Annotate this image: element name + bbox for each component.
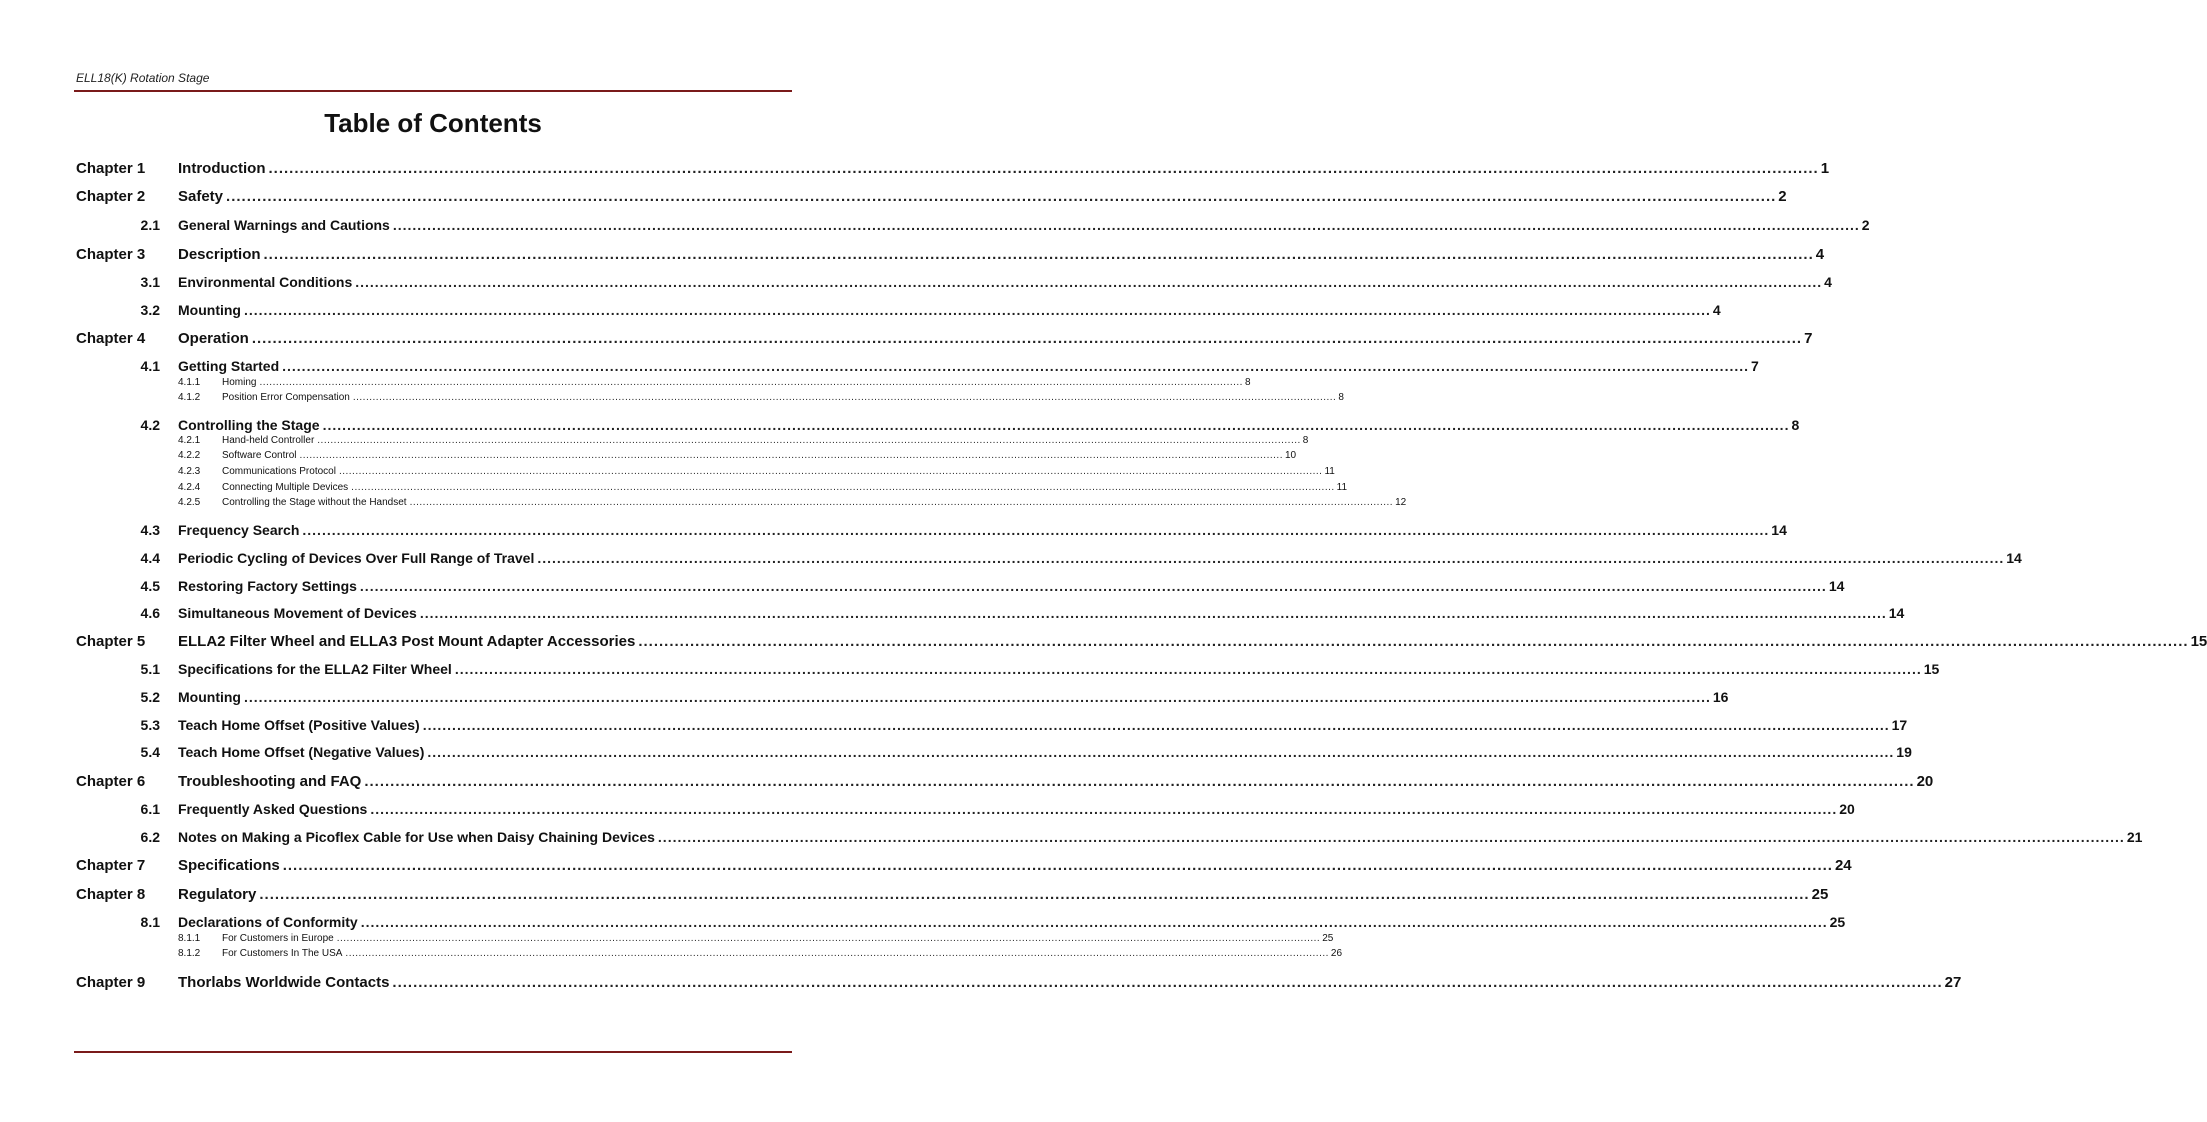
toc-dot-leader: ............................................................................................................................................................................................................................................................................................................ <box>322 417 1790 433</box>
toc-dot-leader: ............................................................................................................................................................................................................................................................................................................ <box>409 497 1394 508</box>
toc-entry-number: 5.4 <box>140 744 160 760</box>
toc-chapter-entry[interactable] <box>0 857 1852 877</box>
toc-dot-leader: ............................................................................................................................................................................................................................................................................................................ <box>259 377 1243 388</box>
toc-entry-number: 4.4 <box>140 550 160 566</box>
toc-dot-leader: ............................................................................................................................................................................................................................................................................................................ <box>352 392 1337 403</box>
toc-chapter-entry[interactable] <box>0 330 1813 350</box>
toc-entry-title: Operation <box>178 330 249 347</box>
toc-entry-number: 4.1 <box>140 358 160 374</box>
toc-entry-number: 4.5 <box>140 578 160 594</box>
toc-dot-leader: ............................................................................................................................................................................................................................................................................................................ <box>282 857 1833 874</box>
toc-dot-leader: ............................................................................................................................................................................................................................................................................................................ <box>243 302 1711 318</box>
toc-entry-number: Chapter 1 <box>76 160 146 177</box>
toc-entry-number: 4.6 <box>140 605 160 621</box>
toc-chapter-entry[interactable] <box>0 886 1829 906</box>
toc-page-number: 12 <box>1395 497 1407 508</box>
toc-dot-leader: ............................................................................................................................................................................................................................................................................................................ <box>338 466 1323 477</box>
toc-entry-title: Position Error Compensation <box>222 392 350 403</box>
toc-page-number: 14 <box>1771 522 1787 538</box>
toc-page-number: 4 <box>1712 302 1721 318</box>
toc-dot-leader: ............................................................................................................................................................................................................................................................................................................ <box>226 188 1777 205</box>
toc-subsection-entry[interactable] <box>0 482 1348 495</box>
toc-section-entry[interactable] <box>0 661 1940 679</box>
toc-entry-title: Regulatory <box>178 886 257 903</box>
toc-subsection-entry[interactable] <box>0 435 1309 448</box>
toc-entry-number: 2.1 <box>140 217 160 233</box>
toc-entry-title: Periodic Cycling of Devices Over Full Range of Travel <box>178 550 535 566</box>
toc-page-number: 20 <box>1839 801 1855 817</box>
toc-entry-number: Chapter 9 <box>76 974 146 991</box>
toc-page-number: 17 <box>1891 717 1908 733</box>
toc-dot-leader: ............................................................................................................................................................................................................................................................................................................ <box>392 974 1943 991</box>
toc-dot-leader: ............................................................................................................................................................................................................................................................................................................ <box>419 605 1887 621</box>
toc-page-number: 10 <box>1284 450 1297 461</box>
toc-dot-leader: ............................................................................................................................................................................................................................................................................................................ <box>336 933 1321 944</box>
toc-section-entry[interactable] <box>0 358 1759 376</box>
toc-entry-title: Software Control <box>222 450 297 461</box>
toc-entry-title: Controlling the Stage without the Handset <box>222 497 407 508</box>
toc-dot-leader: ............................................................................................................................................................................................................................................................................................................ <box>263 246 1814 263</box>
toc-page-number: 15 <box>1923 661 1940 677</box>
toc-entry-number: 8.1.2 <box>178 948 201 959</box>
toc-section-entry[interactable] <box>0 744 1912 762</box>
toc-entry-number: 6.2 <box>140 829 160 845</box>
toc-dot-leader: ............................................................................................................................................................................................................................................................................................................ <box>422 717 1890 733</box>
toc-dot-leader: ............................................................................................................................................................................................................................................................................................................ <box>355 274 1823 290</box>
toc-section-entry[interactable] <box>0 717 1908 735</box>
toc-entry-number: 5.1 <box>140 661 160 677</box>
toc-dot-leader: ............................................................................................................................................................................................................................................................................................................ <box>537 550 2005 566</box>
toc-entry-number: Chapter 4 <box>76 330 146 347</box>
toc-subsection-entry[interactable] <box>0 933 1334 946</box>
toc-entry-number: Chapter 3 <box>76 246 146 263</box>
toc-dot-leader: ............................................................................................................................................................................................................................................................................................................ <box>317 435 1301 446</box>
footer-rule <box>74 1051 792 1053</box>
toc-page-number: 11 <box>1336 482 1348 493</box>
toc-page-number: 7 <box>1804 330 1813 347</box>
toc-dot-leader: ............................................................................................................................................................................................................................................................................................................ <box>243 689 1711 705</box>
toc-chapter-entry[interactable] <box>0 246 1825 266</box>
toc-entry-title: Mounting <box>178 302 241 318</box>
toc-page-number: 25 <box>1829 914 1846 930</box>
toc-entry-number: 4.2.4 <box>178 482 201 493</box>
toc-page-number: 8 <box>1244 377 1251 388</box>
toc-section-entry[interactable] <box>0 417 1800 435</box>
toc-subsection-entry[interactable] <box>0 450 1297 463</box>
toc-section-entry[interactable] <box>0 550 2022 568</box>
toc-page-number: 24 <box>1834 857 1852 874</box>
toc-dot-leader: ............................................................................................................................................................................................................................................................................................................ <box>259 886 1810 903</box>
toc-entry-title: Connecting Multiple Devices <box>222 482 349 493</box>
toc-page-number: 21 <box>2126 829 2143 845</box>
toc-entry-title: Specifications <box>178 857 280 874</box>
toc-entry-number: Chapter 2 <box>76 188 146 205</box>
toc-dot-leader: ............................................................................................................................................................................................................................................................................................................ <box>638 633 2189 650</box>
toc-page-number: 4 <box>1824 274 1832 290</box>
toc-subsection-entry[interactable] <box>0 392 1344 405</box>
toc-entry-title: Hand-held Controller <box>222 435 315 446</box>
toc-entry-title: Mounting <box>178 689 241 705</box>
toc-entry-number: 5.2 <box>140 689 160 705</box>
toc-chapter-entry[interactable] <box>0 773 1934 793</box>
toc-entry-title: Description <box>178 246 261 263</box>
toc-entry-number: 6.1 <box>140 801 160 817</box>
toc-page-number: 7 <box>1751 358 1759 374</box>
toc-entry-number: 4.1.2 <box>178 392 201 403</box>
toc-dot-leader: ............................................................................................................................................................................................................................................................................................................ <box>282 358 1750 374</box>
header-rule <box>74 90 792 92</box>
toc-dot-leader: ............................................................................................................................................................................................................................................................................................................ <box>454 661 1922 677</box>
toc-page-number: 2 <box>1778 188 1787 205</box>
toc-entry-number: 4.2 <box>140 417 160 433</box>
toc-page-number: 25 <box>1811 886 1829 903</box>
toc-entry-title: For Customers in Europe <box>222 933 334 944</box>
toc-page-number: 25 <box>1322 933 1334 944</box>
toc-dot-leader: ............................................................................................................................................................................................................................................................................................................ <box>427 744 1895 760</box>
toc-page-number: 14 <box>2006 550 2022 566</box>
toc-entry-number: 3.1 <box>140 274 160 290</box>
toc-chapter-entry[interactable] <box>0 160 1830 180</box>
toc-entry-title: General Warnings and Cautions <box>178 217 390 233</box>
toc-entry-title: Declarations of Conformity <box>178 914 358 930</box>
toc-subsection-entry[interactable] <box>0 948 1343 961</box>
toc-entry-number: 4.3 <box>140 522 160 538</box>
toc-entry-number: 8.1.1 <box>178 933 201 944</box>
toc-entry-number: Chapter 7 <box>76 857 146 874</box>
toc-dot-leader: ............................................................................................................................................................................................................................................................................................................ <box>364 773 1915 790</box>
toc-section-entry[interactable] <box>0 689 1729 707</box>
toc-entry-title: Frequently Asked Questions <box>178 801 368 817</box>
toc-dot-leader: ............................................................................................................................................................................................................................................................................................................ <box>359 578 1827 594</box>
toc-subsection-entry[interactable] <box>0 466 1335 479</box>
toc-entry-title: Notes on Making a Picoflex Cable for Use when Daisy Chaining Devices <box>178 829 655 845</box>
toc-entry-number: 4.2.2 <box>178 450 201 461</box>
running-header: ELL18(K) Rotation Stage <box>76 71 210 85</box>
toc-subsection-entry[interactable] <box>0 377 1251 390</box>
toc-entry-title: Restoring Factory Settings <box>178 578 357 594</box>
toc-section-entry[interactable] <box>0 829 2143 847</box>
toc-entry-title: Safety <box>178 188 224 205</box>
toc-page-number: 20 <box>1916 773 1934 790</box>
toc-page-number: 14 <box>1888 605 1905 621</box>
toc-entry-title: Troubleshooting and FAQ <box>178 773 362 790</box>
page-title: Table of Contents <box>324 108 542 138</box>
toc-entry-number: 8.1 <box>140 914 160 930</box>
toc-section-entry[interactable] <box>0 605 1905 623</box>
toc-dot-leader: ............................................................................................................................................................................................................................................................................................................ <box>268 160 1819 177</box>
toc-entry-number: 4.2.1 <box>178 435 201 446</box>
toc-page-number: 19 <box>1896 744 1912 760</box>
toc-section-entry[interactable] <box>0 914 1846 932</box>
toc-dot-leader: ............................................................................................................................................................................................................................................................................................................ <box>370 801 1838 817</box>
toc-page-number: 8 <box>1791 417 1800 433</box>
toc-entry-title: Teach Home Offset (Negative Values) <box>178 744 425 760</box>
toc-entry-title: Frequency Search <box>178 522 300 538</box>
toc-section-entry[interactable] <box>0 302 1721 320</box>
toc-dot-leader: ............................................................................................................................................................................................................................................................................................................ <box>299 450 1283 461</box>
toc-entry-number: Chapter 5 <box>76 633 146 650</box>
toc-entry-title: For Customers In The USA <box>222 948 343 959</box>
toc-dot-leader: ............................................................................................................................................................................................................................................................................................................ <box>657 829 2125 845</box>
toc-entry-title: Introduction <box>178 160 266 177</box>
toc-page-number: 1 <box>1820 160 1830 177</box>
toc-entry-title: Controlling the Stage <box>178 417 320 433</box>
toc-page-number: 11 <box>1324 466 1335 477</box>
toc-chapter-entry[interactable] <box>0 974 1962 994</box>
toc-chapter-entry[interactable] <box>0 633 2207 653</box>
toc-page-number: 4 <box>1815 246 1825 263</box>
toc-page-number: 8 <box>1302 435 1309 446</box>
toc-page-number: 26 <box>1330 948 1343 959</box>
toc-page-number: 14 <box>1828 578 1845 594</box>
toc-section-entry[interactable] <box>0 217 1870 235</box>
toc-entry-title: Homing <box>222 377 257 388</box>
toc-entry-title: Specifications for the ELLA2 Filter Wheel <box>178 661 452 677</box>
toc-section-entry[interactable] <box>0 522 1787 540</box>
toc-dot-leader: ............................................................................................................................................................................................................................................................................................................ <box>251 330 1803 347</box>
toc-entry-number: 4.2.3 <box>178 466 201 477</box>
toc-section-entry[interactable] <box>0 801 1855 819</box>
toc-dot-leader: ............................................................................................................................................................................................................................................................................................................ <box>351 482 1335 493</box>
toc-section-entry[interactable] <box>0 578 1845 596</box>
toc-page-number: 27 <box>1944 974 1962 991</box>
toc-entry-title: Communications Protocol <box>222 466 336 477</box>
toc-entry-number: 4.2.5 <box>178 497 201 508</box>
toc-entry-number: 4.1.1 <box>178 377 201 388</box>
toc-dot-leader: ............................................................................................................................................................................................................................................................................................................ <box>345 948 1329 959</box>
toc-page-number: 2 <box>1861 217 1870 233</box>
toc-chapter-entry[interactable] <box>0 188 1787 208</box>
toc-dot-leader: ............................................................................................................................................................................................................................................................................................................ <box>302 522 1770 538</box>
toc-page-number: 8 <box>1338 392 1344 403</box>
toc-entry-title: Getting Started <box>178 358 280 374</box>
toc-dot-leader: ............................................................................................................................................................................................................................................................................................................ <box>360 914 1828 930</box>
toc-entry-number: 5.3 <box>140 717 160 733</box>
toc-entry-title: Teach Home Offset (Positive Values) <box>178 717 420 733</box>
toc-page-number: 16 <box>1712 689 1729 705</box>
toc-entry-number: 3.2 <box>140 302 160 318</box>
toc-entry-number: Chapter 8 <box>76 886 146 903</box>
toc-dot-leader: ............................................................................................................................................................................................................................................................................................................ <box>392 217 1860 233</box>
toc-entry-number: Chapter 6 <box>76 773 146 790</box>
toc-entry-title: Thorlabs Worldwide Contacts <box>178 974 390 991</box>
toc-section-entry[interactable] <box>0 274 1832 292</box>
toc-entry-title: Environmental Conditions <box>178 274 353 290</box>
toc-entry-title: Simultaneous Movement of Devices <box>178 605 417 621</box>
toc-subsection-entry[interactable] <box>0 497 1407 510</box>
toc-entry-title: ELLA2 Filter Wheel and ELLA3 Post Mount Adapter Accessories <box>178 633 636 650</box>
toc-page-number: 15 <box>2190 633 2207 650</box>
